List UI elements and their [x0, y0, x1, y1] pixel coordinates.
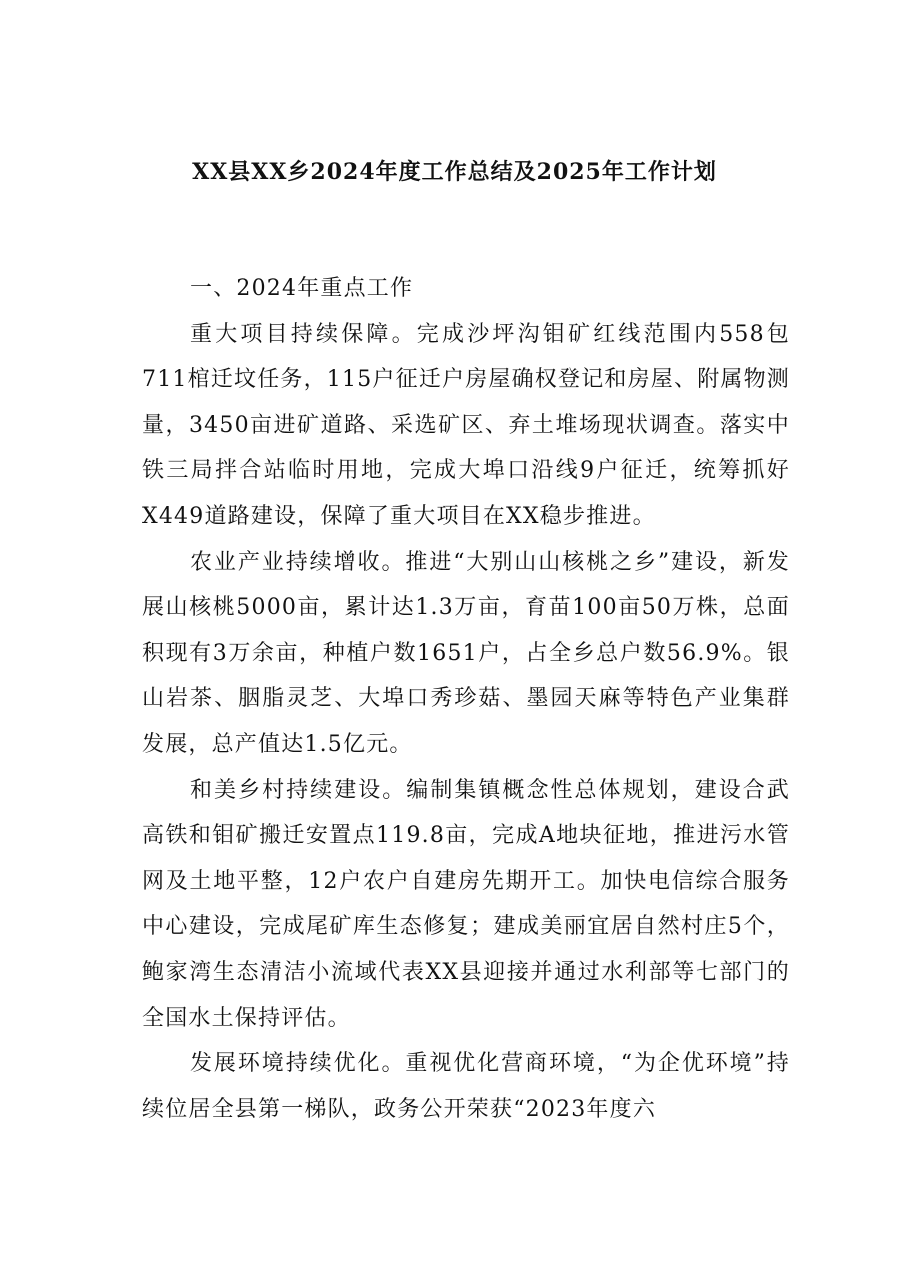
paragraph-rural-construction: 和美乡村持续建设。编制集镇概念性总体规划，建设合武高铁和钼矿搬迁安置点119.8亩，完成A地块征地，推进污水管网及土地平整，12户农户自建房先期开工。加快电信综合服务中心建设，完成尾矿库生态修复；建成美丽宜居自然村庄5个，鲍家湾生态清洁小流域代表XX县迎接并通过水利部等七部门的全国水土保持评估。: [142, 777, 790, 1031]
paragraph-business-environment: 发展环境持续优化。重视优化营商环境，“为企优环境”持续位居全县第一梯队，政务公开荣获“2023年度六: [142, 1051, 790, 1122]
document-title: XX县XX乡2024年度工作总结及2025年工作计划: [192, 159, 717, 185]
section-heading: 一、2024年重点工作: [190, 276, 414, 301]
document-body: [142, 266, 790, 1132]
paragraph-agriculture: 农业产业持续增收。推进“大别山山核桃之乡”建设，新发展山核桃5000亩，累计达1.3万亩，育苗100亩50万株，总面积现有3万余亩，种植户数1651户，占全乡总户数56.9%。银山岩茶、胭脂灵芝、大埠口秀珍菇、墨园天麻等特色产业集群发展，总产值达1.5亿元。: [142, 549, 790, 757]
paragraph-major-projects: 重大项目持续保障。完成沙坪沟钼矿红线范围内558包711棺迁坟任务，115户征迁户房屋确权登记和房屋、附属物测量，3450亩进矿道路、采选矿区、弃土堆场现状调查。落实中铁三局拌合站临时用地，完成大埠口沿线9户征迁，统筹抓好X449道路建设，保障了重大项目在XX稳步推进。: [142, 321, 790, 529]
